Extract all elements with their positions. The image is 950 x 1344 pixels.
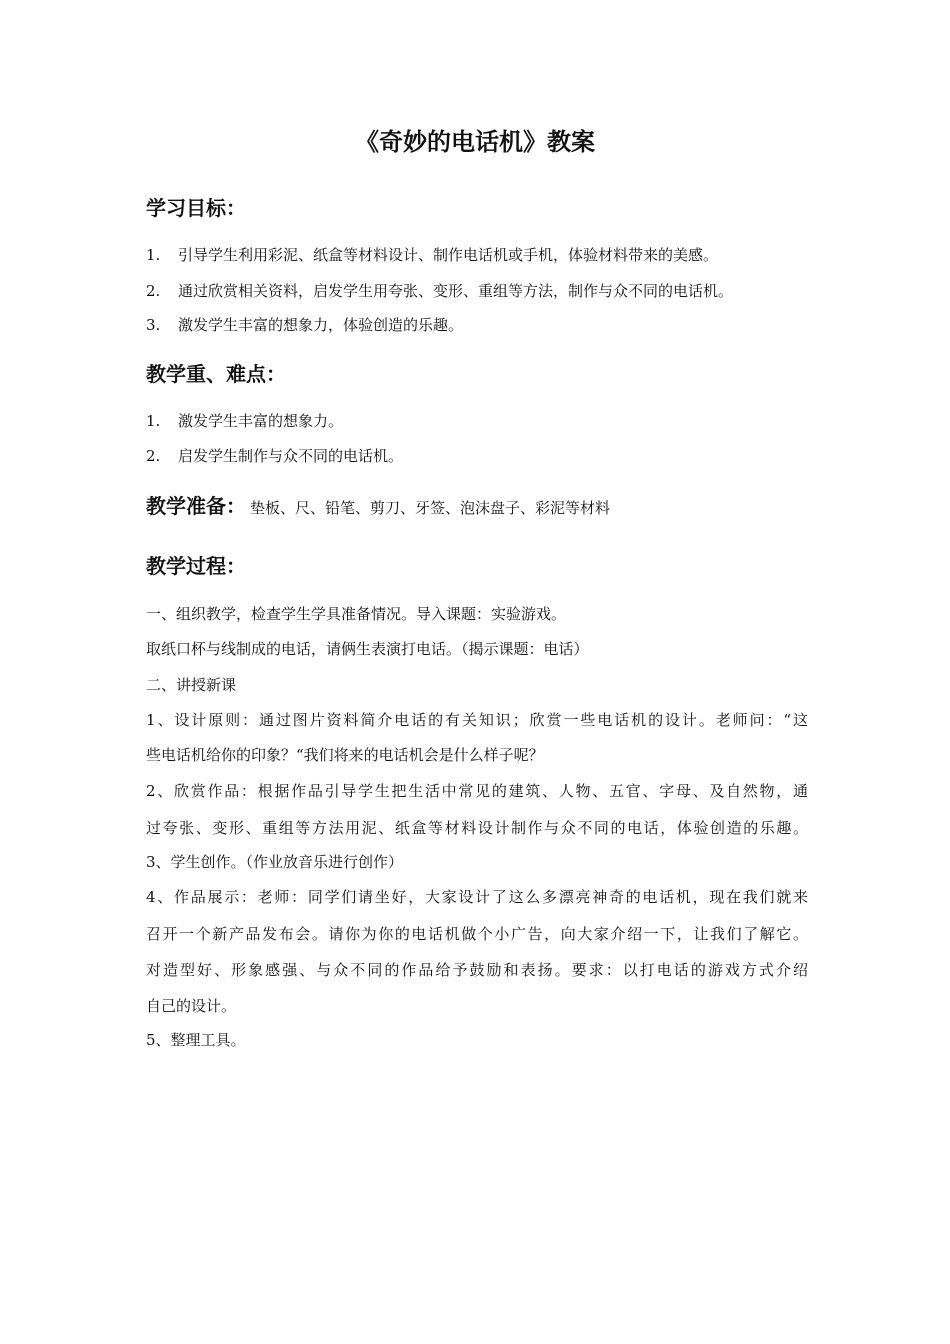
document-title: 《奇妙的电话机》教案 bbox=[355, 128, 595, 156]
objectives-heading: 学习目标： bbox=[146, 196, 246, 220]
process-line: 些电话机给你的印象？“我们将来的电话机会是什么样子呢？ bbox=[146, 746, 544, 764]
list-number: 3. bbox=[146, 316, 161, 334]
process-line: 取纸口杯与线制成的电话，请俩生表演打电话。（揭示课题：电话） bbox=[146, 640, 589, 658]
process-line: 一、组织教学，检查学生学具准备情况。导入课题：实验游戏。 bbox=[146, 605, 567, 623]
list-text: 激发学生丰富的想象力，体验创造的乐趣。 bbox=[178, 316, 464, 334]
key-point-item bbox=[146, 409, 343, 433]
process-line: 对造型好、形象感强、与众不同的作品给予鼓励和表扬。要求：以打电话的游戏方式介绍 bbox=[146, 961, 808, 979]
process-line: 5、整理工具。 bbox=[146, 1031, 246, 1049]
process-line: 二、讲授新课 bbox=[146, 676, 237, 694]
preparation-section bbox=[146, 491, 610, 523]
key-points-heading: 教学重、难点： bbox=[146, 362, 286, 386]
process-line: 召开一个新产品发布会。请你为你的电话机做个小广告，向大家介绍一下，让我们了解它。 bbox=[146, 925, 808, 943]
process-line: 1、设计原则：通过图片资料简介电话的有关知识；欣赏一些电话机的设计。老师问：“这 bbox=[146, 711, 808, 729]
process-line: 2、欣赏作品：根据作品引导学生把生活中常见的建筑、人物、五官、字母、及自然物，通 bbox=[146, 782, 808, 800]
preparation-heading: 教学准备： bbox=[146, 494, 246, 518]
process-line: 过夸张、变形、重组等方法用泥、纸盒等材料设计制作与众不同的电话，体验创造的乐趣。 bbox=[146, 819, 808, 837]
objective-item bbox=[146, 313, 463, 337]
list-number: 2. bbox=[146, 282, 161, 300]
key-point-item bbox=[146, 444, 403, 468]
objective-item bbox=[146, 243, 718, 267]
process-heading: 教学过程： bbox=[146, 554, 246, 578]
list-number: 1. bbox=[146, 246, 161, 264]
list-text: 激发学生丰富的想象力。 bbox=[178, 412, 344, 430]
process-line: 3、学生创作。（作业放音乐进行创作） bbox=[146, 853, 404, 871]
preparation-text: 垫板、尺、铅笔、剪刀、牙签、泡沫盘子、彩泥等材料 bbox=[250, 499, 611, 517]
objective-item bbox=[146, 279, 733, 303]
list-text: 引导学生利用彩泥、纸盒等材料设计、制作电话机或手机，体验材料带来的美感。 bbox=[178, 246, 719, 264]
list-number: 2. bbox=[146, 447, 161, 465]
list-text: 启发学生制作与众不同的电话机。 bbox=[178, 447, 404, 465]
list-text: 通过欣赏相关资料，启发学生用夸张、变形、重组等方法，制作与众不同的电话机。 bbox=[178, 282, 734, 300]
list-number: 1. bbox=[146, 412, 161, 430]
process-line: 自己的设计。 bbox=[146, 997, 237, 1015]
process-line: 4、作品展示：老师：同学们请坐好，大家设计了这么多漂亮神奇的电话机，现在我们就来 bbox=[146, 888, 808, 906]
